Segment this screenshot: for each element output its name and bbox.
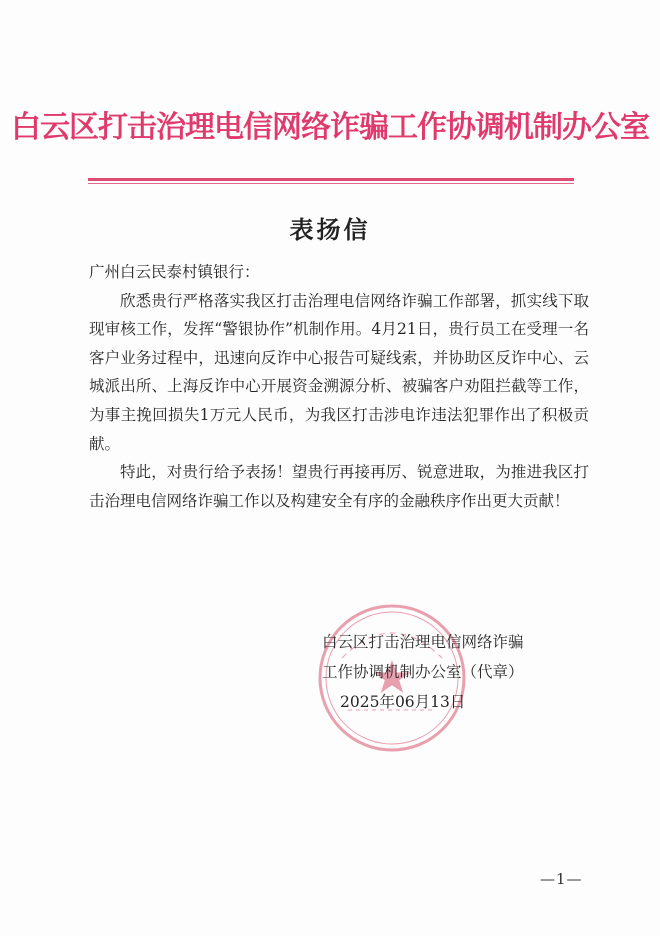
signature-org-line-2: 工作协调机制办公室（代章）: [322, 663, 524, 681]
issuing-organization-header: 白云区打击治理电信网络诈骗工作协调机制办公室: [11, 110, 649, 145]
salutation: 广州白云民泰村镇银行：: [89, 263, 260, 281]
signature-block: [322, 627, 582, 717]
signature-org-line-1: 白云区打击治理电信网络诈骗: [322, 633, 524, 651]
signature-date: 2025年06月13日: [340, 693, 466, 711]
header-rule-thin: [88, 183, 574, 184]
letter-body: [89, 258, 589, 515]
document-title: 表扬信: [289, 216, 371, 244]
header-rule-thick: [88, 178, 574, 181]
body-paragraph-2: 特此，对贵行给予表扬！望贵行再接再厉、锐意进取，为推进我区打击治理电信网络诈骗工作以及构建安全有序的金融秩序作出更大贡献！: [89, 463, 589, 510]
body-paragraph-1: 欣悉贵行严格落实我区打击治理电信网络诈骗工作部署，抓实线下取现审核工作，发挥“警银协作”机制作用。4月21日，贵行员工在受理一名客户业务过程中，迅速向反诈中心报告可疑线索，并协助区反诈中心、云城派出所、上海反诈中心开展资金溯源分析、被骗客户劝阻拦截等工作，为事主挽回损失1万元人民币，为我区打击涉电诈违法犯罪作出了积极贡献。: [89, 291, 589, 453]
page-number: —1—: [540, 870, 583, 888]
